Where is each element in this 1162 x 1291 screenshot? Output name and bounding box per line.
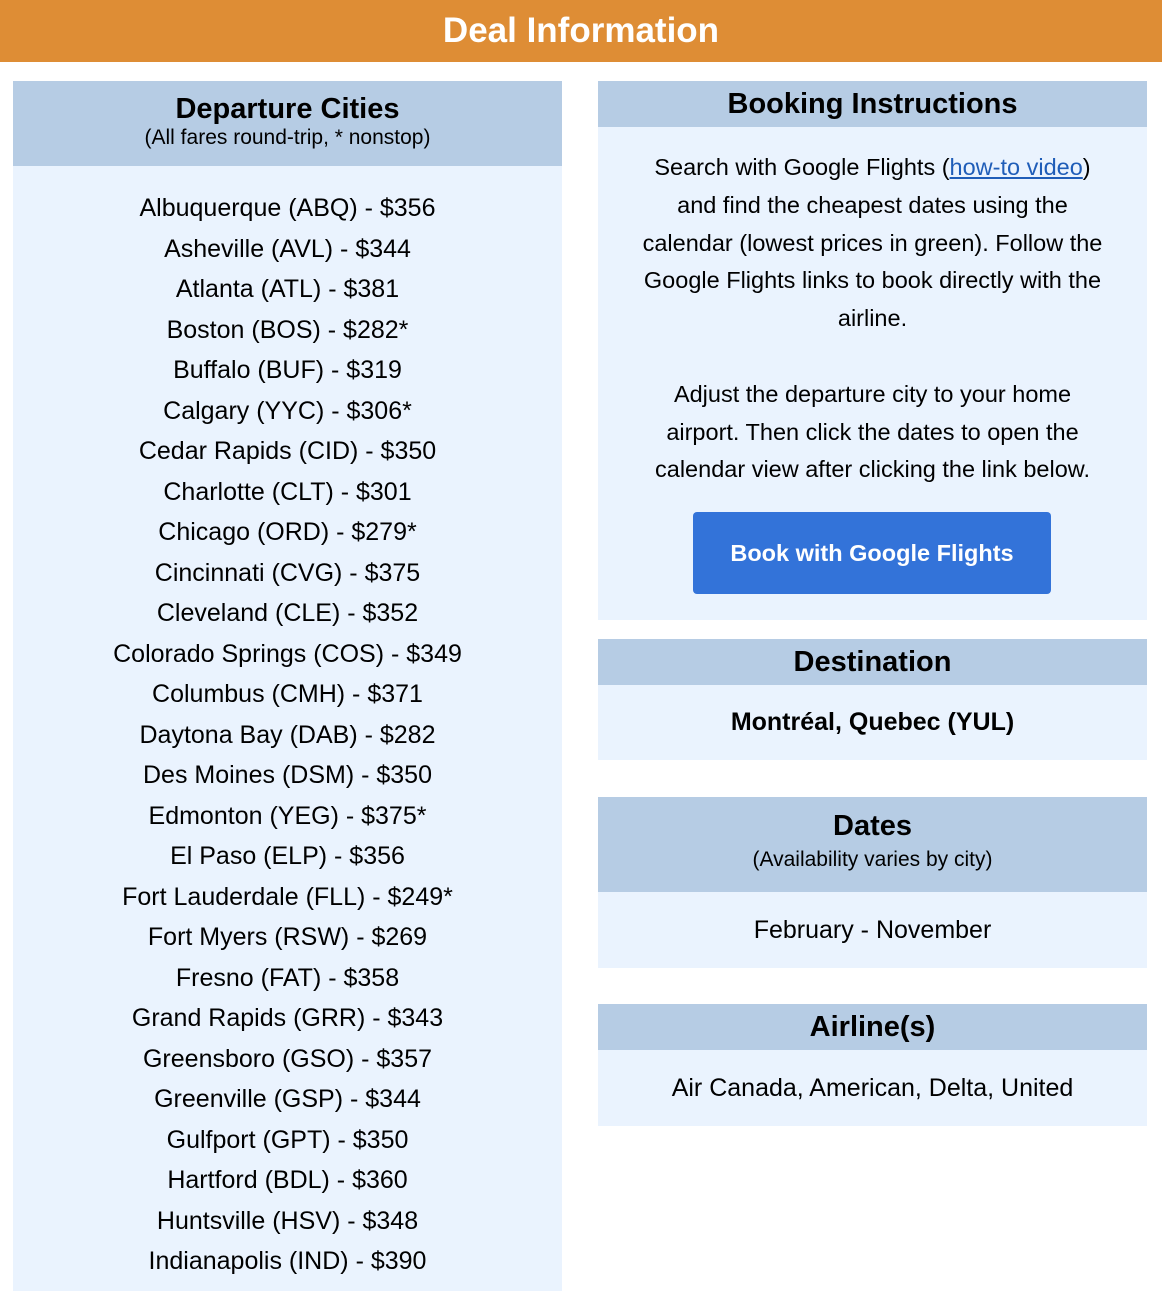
city-fare-item: Daytona Bay (DAB) - $282 bbox=[139, 720, 436, 749]
instructions-paragraph-2: Adjust the departure city to your home airport. Then click the dates to open the calendar view after clicking the link below. bbox=[655, 380, 1090, 483]
city-fare-item: Colorado Springs (COS) - $349 bbox=[113, 639, 462, 668]
city-fare-item: Albuquerque (ABQ) - $356 bbox=[139, 194, 436, 222]
city-fare-item: Fort Lauderdale (FLL) - $249* bbox=[122, 882, 453, 911]
city-fare-item: Asheville (AVL) - $344 bbox=[164, 234, 411, 263]
city-list bbox=[13, 166, 562, 1282]
city-fare-item: Indianapolis (IND) - $390 bbox=[148, 1247, 427, 1275]
city-fare-item: Cleveland (CLE) - $352 bbox=[156, 599, 419, 627]
city-fare-item: Cedar Rapids (CID) - $350 bbox=[138, 437, 437, 465]
dates-header bbox=[598, 797, 1147, 892]
city-fare-item: Greenville (GSP) - $344 bbox=[154, 1085, 421, 1113]
airlines-header bbox=[598, 1004, 1147, 1050]
city-fare-item: Fort Myers (RSW) - $269 bbox=[147, 923, 428, 951]
city-fare-item: Hartford (BDL) - $360 bbox=[167, 1166, 408, 1194]
airlines-title: Airline(s) bbox=[809, 1011, 936, 1043]
destination-header bbox=[598, 639, 1147, 685]
booking-instructions-title: Booking Instructions bbox=[727, 88, 1018, 120]
instructions-paragraph-1 bbox=[636, 149, 1109, 338]
city-fare-item: Edmonton (YEG) - $375* bbox=[148, 801, 427, 830]
destination-title: Destination bbox=[793, 646, 952, 678]
city-fare-item: Buffalo (BUF) - $319 bbox=[173, 356, 402, 384]
booking-instructions-header bbox=[598, 81, 1147, 127]
city-fare-item: Atlanta (ATL) - $381 bbox=[175, 275, 400, 303]
book-with-google-flights-button[interactable]: Book with Google Flights bbox=[693, 512, 1051, 594]
destination-panel bbox=[598, 639, 1147, 760]
dates-value: February - November bbox=[753, 916, 992, 944]
city-fare-item: Gulfport (GPT) - $350 bbox=[166, 1125, 409, 1154]
departure-cities-subtitle: (All fares round-trip, * nonstop) bbox=[144, 126, 431, 149]
city-fare-item: Huntsville (HSV) - $348 bbox=[156, 1206, 419, 1235]
destination-value: Montréal, Quebec (YUL) bbox=[730, 708, 1015, 736]
booking-instructions-body bbox=[598, 127, 1147, 489]
departure-cities-title: Departure Cities bbox=[175, 93, 400, 125]
city-fare-item: Charlotte (CLT) - $301 bbox=[163, 477, 412, 506]
city-fare-item: Des Moines (DSM) - $350 bbox=[143, 761, 432, 789]
instructions-text: Search with Google Flights ( bbox=[654, 154, 950, 180]
booking-instructions-panel bbox=[598, 81, 1147, 620]
city-fare-item: Fresno (FAT) - $358 bbox=[175, 963, 400, 992]
city-fare-item: Greensboro (GSO) - $357 bbox=[142, 1044, 432, 1073]
dates-subtitle: (Availability varies by city) bbox=[752, 848, 993, 871]
city-fare-item: Cincinnati (CVG) - $375 bbox=[154, 558, 421, 587]
city-fare-item: Chicago (ORD) - $279* bbox=[158, 518, 417, 546]
departure-cities-header bbox=[13, 81, 562, 166]
airlines-value: Air Canada, American, Delta, United bbox=[671, 1074, 1074, 1102]
deal-information-header: Deal Information bbox=[0, 0, 1162, 62]
city-fare-item: Grand Rapids (GRR) - $343 bbox=[131, 1004, 444, 1032]
city-fare-item: Boston (BOS) - $282* bbox=[166, 315, 409, 344]
city-fare-item: El Paso (ELP) - $356 bbox=[170, 842, 405, 870]
city-fare-item: Columbus (CMH) - $371 bbox=[152, 680, 423, 708]
how-to-video-link[interactable]: how-to video bbox=[949, 154, 1083, 180]
dates-panel bbox=[598, 797, 1147, 968]
departure-cities-panel bbox=[13, 81, 562, 1291]
airlines-panel bbox=[598, 1004, 1147, 1126]
city-fare-item: Calgary (YYC) - $306* bbox=[163, 396, 412, 425]
instructions-text: ) and find the cheapest dates using the calendar (lowest prices in green). Follow the Google Flights links to book directly with the airline. bbox=[642, 154, 1103, 332]
dates-title: Dates bbox=[833, 810, 912, 842]
